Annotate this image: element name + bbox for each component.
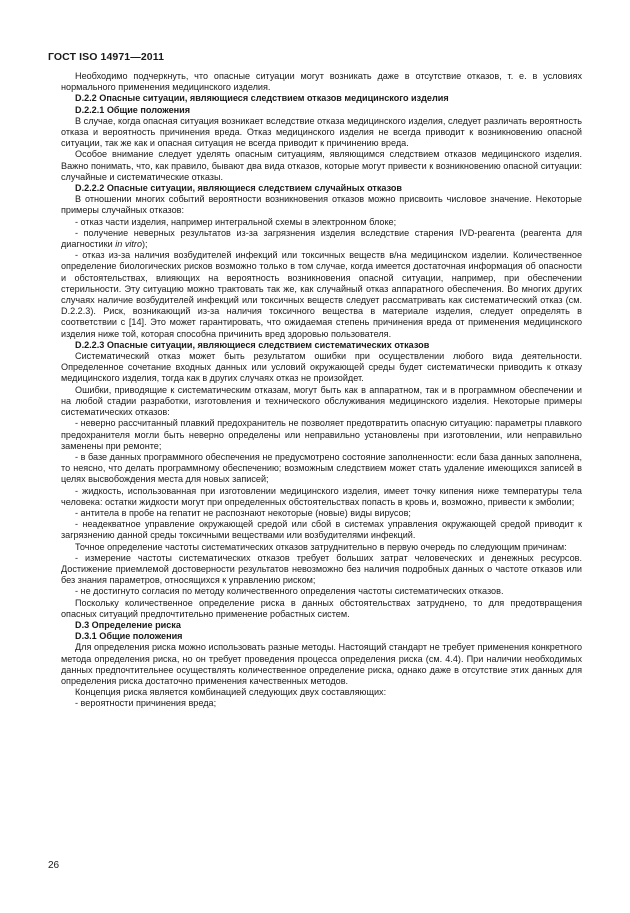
subsection-heading: D.2.2.1 Общие положения <box>75 104 191 115</box>
list-item: - отказ части изделия, например интегральной схемы в электронном блоке; <box>75 216 397 227</box>
paragraph: В отношении многих событий вероятности возникновения отказов можно присвоить числовое значение. Некоторые примеры случайных отказов: <box>61 194 582 216</box>
document-header: ГОСТ ISO 14971—2011 <box>48 51 165 63</box>
subsection-heading: D.2.2.3 Опасные ситуации, являющиеся следствием систематических отказов <box>75 339 430 350</box>
paragraph: Точное определение частоты систематических отказов затруднительно в первую очередь по следующим причинам: <box>75 541 567 552</box>
paragraph: Особое внимание следует уделять опасным ситуациям, являющимся следствием отказов медицинского изделия. Важно понимать, что, как правило, бывают два вида отказов, которые могут привести к возникновению опасной ситуации: случайные и систематические отказы. <box>61 149 582 182</box>
paragraph: Концепция риска является комбинацией следующих двух составляющих: <box>75 687 387 698</box>
list-item: - неверно рассчитанный плавкий предохранитель не позволяет предотвратить опасную ситуацию: параметры плавкого предохранителя могли быть неверно определены или неправильно установлены при изготовлении, или неправильно заменены при ремонте; <box>61 418 582 451</box>
list-item: - получение неверных результатов из-за загрязнения изделия вследствие старения IVD-реагента (реагента для диагностики in vitro); <box>61 227 582 250</box>
list-item: - жидкость, использованная при изготовлении медицинского изделия, имеет точку кипения ниже температуры тела человека: остатки жидкости могут при определенных обстоятельствах попасть в кровь и, возможно, привести к эмболии; <box>61 485 582 507</box>
section-heading: D.3 Определение риска <box>75 619 181 630</box>
list-item: - неадекватное управление окружающей средой или сбой в системах управления окружающей средой приводит к загрязнению данной среды токсичными веществами или возбудителями инфекций. <box>61 519 582 541</box>
paragraph: Ошибки, приводящие к систематическим отказам, могут быть как в аппаратном, так и в программном обеспечении и на любой стадии разработки, изготовления и технического обслуживания медицинского изделия. Некоторые примеры систематических отказов: <box>61 384 582 418</box>
paragraph: Систематический отказ может быть результатом ошибки при осуществлении любого вида деятельности. Определенное сочетание входных данных или условий окружающей среды будет систематически приводить к отказу медицинского изделия, тогда как в других случаях отказ не произойдет. <box>61 351 582 384</box>
page-number: 26 <box>48 860 60 871</box>
list-item: - не достигнуто согласия по методу количественного определения частоты систематических отказов. <box>75 586 504 597</box>
latin-term: in vitro <box>115 239 143 250</box>
subsection-heading: D.3.1 Общие положения <box>75 631 183 642</box>
paragraph: Для определения риска можно использовать разные методы. Настоящий стандарт не требует применения конкретного метода определения риска, но он требует проведения процесса определения риска (см. 4.4). При наличии необходимых данных предпочтительнее осуществлять количественное определение риска, однако даже в отсутствие этих данных для определения риска достаточно применения качественных методов. <box>61 642 582 686</box>
list-item: - вероятности причинения вреда; <box>75 698 217 709</box>
paragraph: Поскольку количественное определение риска в данных обстоятельствах затруднено, то для предотвращения опасных ситуаций предпочтительно применение робастных систем. <box>61 597 582 619</box>
subsection-heading: D.2.2.2 Опасные ситуации, являющиеся следствием случайных отказов <box>75 183 403 194</box>
list-item: - в базе данных программного обеспечения не предусмотрено состояние заполненности: если база данных заполнена, то неясно, что делать программному обеспечению; возможным следствием может стать удаление имеющихся записей в целях высвобождения места для новых записей; <box>61 451 582 485</box>
list-item: - отказ из-за наличия возбудителей инфекций или токсичных веществ в/на медицинском изделии. Количественное определение биологических рисков возможно только в том случае, когда имеется достаточная информация об опасности и обстоятельствах, влияющих на вероятность возникновения опасной ситуации, например, при обеспечении стерильности. Эту ситуацию можно трактовать так же, как случайный отказ аппаратного обеспечения. Во многих других случаях наличие возбудителей инфекций или токсичных веществ следует рассматривать как систематический отказ (см. D.2.2.3). Риск, возникающий из-за наличия токсичного вещества в материале изделия, следует определять в соответствии с [14]. Это может гарантировать, что ожидаемая степень причинения вреда от применения медицинского изделия ниже той, которая способна причинить вред здоровью пользователя. <box>61 250 582 339</box>
document-body <box>61 71 582 710</box>
paragraph: В случае, когда опасная ситуация возникает вследствие отказа медицинского изделия, следует различать вероятность отказа и вероятность причинения вреда. Отказ медицинского изделия не всегда приводит к возникновению опасной ситуации, так же как и опасная ситуация не всегда приводит к причинению вреда. <box>61 115 582 149</box>
paragraph: Необходимо подчеркнуть, что опасные ситуации могут возникать даже в отсутствие отказов, т. е. в условиях нормального применения медицинского изделия. <box>61 71 582 93</box>
list-item: - антитела в пробе на гепатит не распознают некоторые (новые) виды вирусов; <box>75 507 411 518</box>
section-heading: D.2.2 Опасные ситуации, являющиеся следствием отказов медицинского изделия <box>75 93 449 104</box>
list-item: - измерение частоты систематических отказов требует больших затрат человеческих и денежных ресурсов. Достижение приемлемой достоверности результатов невозможно без наличия подробных данных о частоте отказов или без знания параметров, относящихся к управлению риском; <box>61 552 582 586</box>
